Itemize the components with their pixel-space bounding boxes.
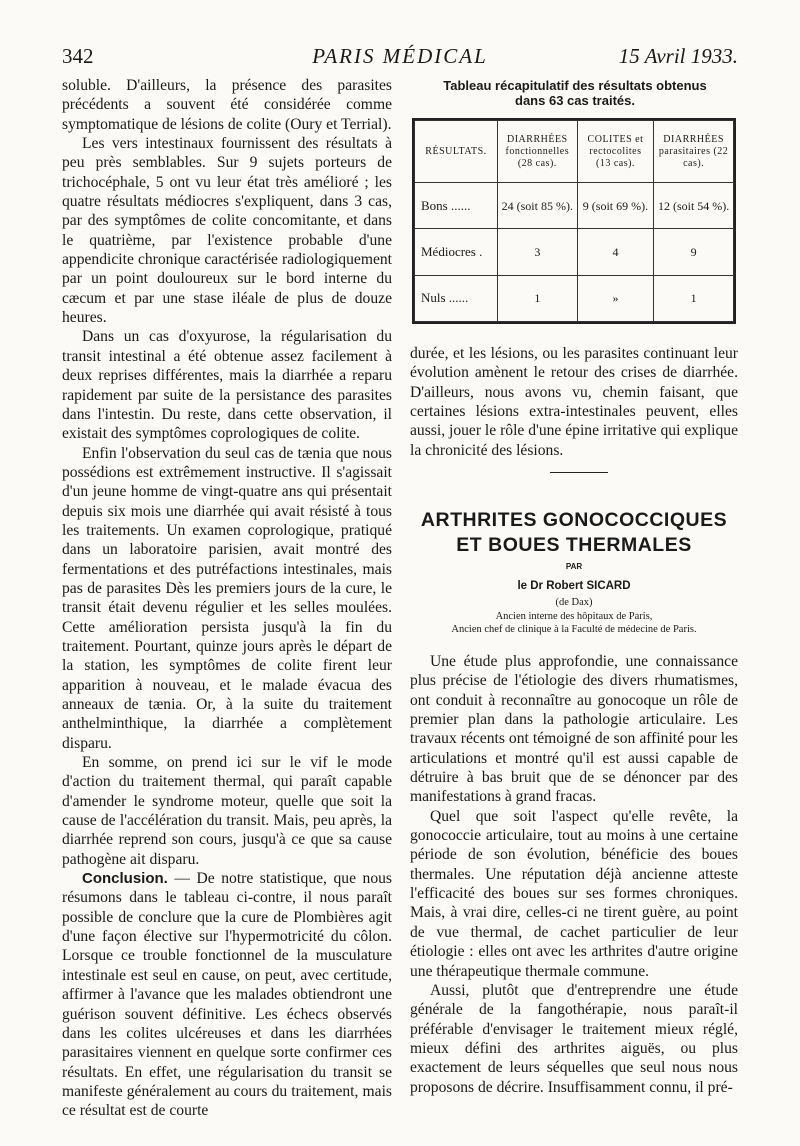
conclusion-label: Conclusion. [82,870,168,888]
paragraph: Quel que soit l'aspect qu'elle revête, la gonococcie articulaire, tout au moins à une certaine période de son évolution, bénéficie des boues thermales. Une réputation déjà ancienne atteste l'efficacité des boues sur ses formes chroniques. Mais, à vrai dire, celles-ci ne tirent guère, au point de vue thermal, de cachet particulier de leur étiologie : elles ont avec les arthrites d'autre origine une thérapeutique thermale commune. [410,807,738,980]
author-location: (de Dax) [555,597,593,608]
right-column-top [410,344,738,460]
paragraph: soluble. D'ailleurs, la présence des parasites précédents a souvent été considérée comme symptomatique de lésions de colite (Oury et Terrial). [62,77,392,133]
conclusion-paragraph [62,869,392,1120]
results-table [412,118,736,324]
paragraph: Dans un cas d'oxyurose, la régularisation du transit intestinal a été obtenue assez facilement à deux reprises différentes, mais la diarrhée a reparu rapidement par suite de la persistance des parasites dans l'intestin. Du reste, dans cette observation, il existait des symptômes coprologiques de colite. [62,328,392,443]
table-row [415,183,734,229]
table-caption [415,78,735,108]
table-cell: 4 [577,229,654,275]
row-label: Nuls ...... [415,275,498,321]
table-row [415,275,734,321]
article-author: le Dr Robert SICARD [517,580,631,592]
article-affiliations [408,596,740,637]
page-number: 342 [62,44,94,68]
article-by: PAR [565,562,583,571]
table-cell: » [577,275,654,321]
table-row [415,229,734,275]
paragraph: durée, et les lésions, ou les parasites continuant leur évolution amènent le retour des crises de diarrhée. D'ailleurs, nous avons vu, chemin faisant, que certaines lésions extra-intestinales peuvent, elles aussi, jouer le rôle d'une épine irritative qui explique la chronicité des lésions. [410,345,739,459]
paragraph: Une étude plus approfondie, une connaissance plus précise de l'étiologie des divers rhumatismes, ont conduit à reconnaître au gonocoque un rôle de premier plan dans la pathologie articulaire. Les travaux récents ont témoigné de son affinité pour les articulations et montré qu'il est aussi capable de détruire à bas bruit que de se dénoncer par des manifestations à grand fracas. [410,653,738,806]
paragraph: Aussi, plutôt que d'entreprendre une étude générale de la fangothérapie, nous paraît-il préférable d'envisager le traitement mieux réglé, mieux défini des arthrites aiguës, ou plus exactement de leurs séquelles que seul nous nous proposons de décrire. Insuffisamment connu, il pré- [410,981,738,1096]
section-divider [550,472,608,473]
table-header-row [415,121,734,183]
table-cell: 9 (soit 69 %). [577,183,654,229]
table-caption-line: dans 63 cas traités. [515,93,635,108]
paragraph: En somme, on prend ici sur le vif le mode d'action du traitement thermal, qui paraît capable d'amender le syndrome moteur, quelle que soit la cause de l'accélération du transit. Mais, peu après, la diarrhée reprend son cours, jusqu'à ce que sa cause pathogène ait disparu. [62,754,392,868]
table-cell: 1 [497,275,577,321]
article-title-line: ARTHRITES GONOCOCCIQUES [420,509,728,531]
paragraph: Les vers intestinaux fournissent des résultats à peu près semblables. Sur 9 sujets porteurs de trichocéphale, 5 ont vu leur état très amélioré ; les quatre résultats médiocres s'expliquent, dans 3 cas, par des symptômes de colite concomitante, et dans le quatrième, par l'existence probable d'une appendicite chronique caractérisée radiologiquement par un point douloureux sur le bord interne du cæcum et par une stase iléale de plus de douze heures. [62,135,392,327]
table-header: DIARRHÉES parasitaires (22 cas). [654,121,734,183]
table-cell: 24 (soit 85 %). [497,183,577,229]
row-label: Bons ...... [415,183,498,229]
article-title-line: ET BOUES THERMALES [456,534,692,556]
issue-date: 15 Avril 1933. [618,44,738,68]
table-cell: 9 [654,229,734,275]
row-label: Médiocres . [415,229,498,275]
table-cell: 3 [497,229,577,275]
table-header: RÉSULTATS. [415,121,498,183]
left-column [62,76,392,1121]
table-header: COLITES et rectocolites (13 cas). [577,121,654,183]
article-body [410,652,738,1097]
paragraph: Enfin l'observation du seul cas de tænia que nous possédions est extrêmement instructive. Il s'agissait d'un jeune homme de vingt-quatre ans qui présentait depuis six mois une diarrhée qui avait résisté à tous les traitements. Un examen coprologique, pratiqué dans un laboratoire parisien, avait montré des fermentations et des putréfactions intestinales, mais pas de parasites Dès les premiers jours de la cure, le transit était devenu régulier et les selles moulées. Cette amélioration persista jusqu'à la fin du traitement. Pourtant, quinze jours après le départ de la station, les symptômes de colite firent leur apparition à nouveau, et le malade évacua des anneaux de tænia. Or, à la suite du traitement anthelminthique, la diarrhée a complètement disparu. [62,444,392,752]
table-cell: 12 (soit 54 %). [654,183,734,229]
table-header: DIARRHÉES fonctionnelles (28 cas). [497,121,577,183]
conclusion-text: — De notre statistique, que nous résumons dans le tableau ci-contre, il nous paraît possible de conclure que la cure de Plombières agit d'une façon élective sur l'hypermotricité du côlon. Lorsque ce trouble fonctionnel de la musculature intestinale est seul en cause, on peut, avec certitude, affirmer à l'avance que les malades obtiendront une guérison souvent définitive. Les échecs observés dans les colites ulcéreuses et dans les diarrhées parasitaires viennent en quelque sorte confirmer ces résultats. En effet, une régularisation du transit se manifeste généralement au cours du traitement, mais ce résultat est de courte [62,870,392,1120]
article-title [408,508,740,558]
journal-title: PARIS MÉDICAL [312,44,488,68]
author-affiliation: Ancien interne des hôpitaux de Paris, [495,610,653,622]
table-cell: 1 [654,275,734,321]
running-header [62,44,738,70]
table-caption-line: Tableau récapitulatif des résultats obtenus [443,78,707,93]
author-affiliation: Ancien chef de clinique à la Faculté de médecine de Paris. [451,624,697,635]
